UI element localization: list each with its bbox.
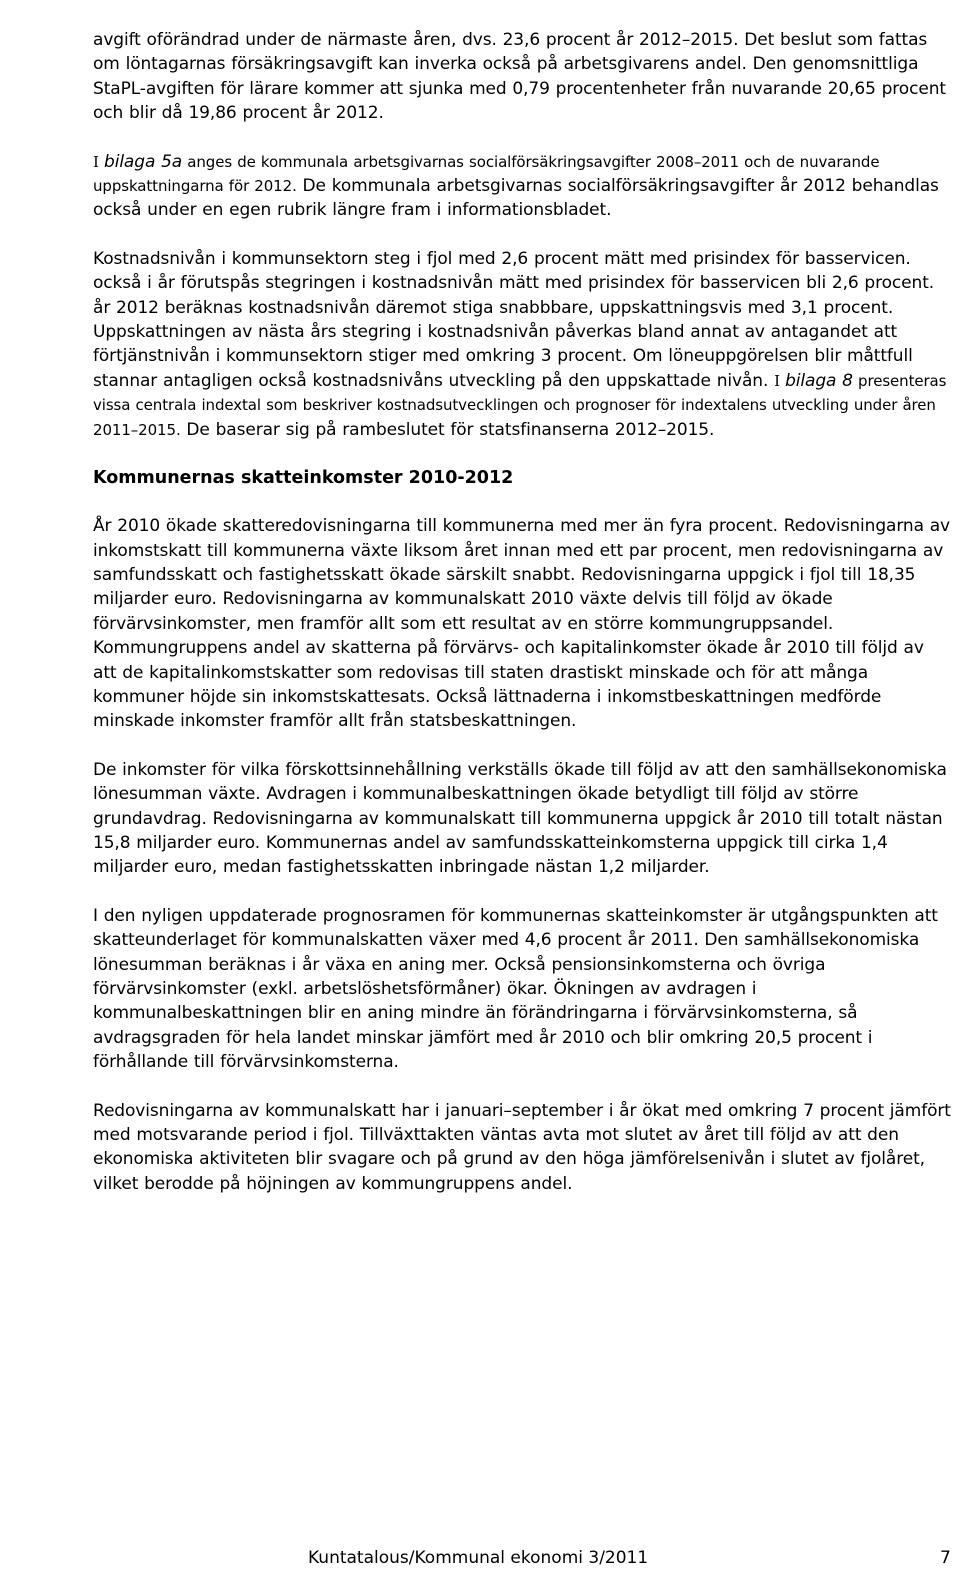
section-heading: Kommunernas skatteinkomster 2010-2012: [93, 468, 514, 489]
paragraph-insurance-fee: avgift oförändrad under de närmaste åren, dvs. 23,6 procent år 2012–2015. Det beslut som fattas om löntagarnas försäkringsavgift kan inverka också på arbetsgivarens andel. Den genomsnittliga StaPL-avgiften för lärare kommer att sjunka med 0,79 procentenheter från nuvarande 20,65 procent och blir då 19,86 procent år 2012.: [93, 30, 946, 124]
text-fragment: anges de kommunala arbetsgivarnas socialförsäkringsavgifter 2008–2011 och de nuvarande uppskattningarna för 2012.: [93, 152, 880, 196]
appendix-reference: bilaga 8: [785, 370, 853, 391]
text-fragment: De kommunala arbetsgivarnas socialförsäkringsavgifter år 2012 behandlas också under en egen rubrik längre fram i informationsbladet.: [93, 176, 939, 221]
text-fragment: I: [774, 371, 786, 390]
text-fragment: presenteras vissa centrala indextal som beskriver kostnadsutvecklingen och prognoser för indextalens utveckling under åren 2011–2015.: [93, 371, 947, 439]
text-fragment: Kostnadsnivån i kommunsektorn steg i fjol med 2,6 procent mätt med prisindex för basservicen. också i år förutspås stegringen i kostnadsnivån mätt med prisindex för basservicen bli 2,6 procent. år 2012 beräknas kostnadsnivån däremot stiga snabbbare, uppskattningsvis med 3,1 procent. Uppskattningen av nästa års stegring i kostnadsnivån påverkas bland annat av antagandet att förtjänstnivån i kommunsektorn stiger med omkring 3 procent. Om löneuppgörelsen blir måttfull stannar antagligen också kostnadsnivåns utveckling på den uppskattade nivån.: [93, 248, 935, 391]
page-footer: [0, 1546, 960, 1570]
document-body: [93, 28, 953, 1196]
publication-title: Kuntatalous/Kommunal ekonomi 3/2011: [308, 1548, 649, 1568]
text-fragment: De baserar sig på rambeslutet för statsfinanserna 2012–2015.: [180, 419, 715, 440]
text-fragment: I: [93, 152, 104, 171]
paragraph-tax-revenue-2010: År 2010 ökade skatteredovisningarna till kommunerna med mer än fyra procent. Redovisningarna av inkomstskatt till kommunerna växte liksom året innan med ett par procent, men redovisningarna av samfundsskatt och fastighetsskatt ökade särskilt snabbt. Redovisningarna uppgick i fjol till 18,35 miljarder euro. Redovisningarna av kommunalskatt 2010 växte delvis till följd av ökade förvärvsinkomster, men framför allt som ett resultat av en större kommungruppsandel. Kommungruppens andel av skatterna på förvärvs- och kapitalinkomster ökade år 2010 till följd av att de kapitalinkomstskatter som redovisas till staten drastiskt minskade och för att många kommuner höjde sin inkomstskattesats. Också lättnaderna i inkomstbeskattningen medförde minskade inkomster framför allt från statsbeskattningen.: [93, 516, 951, 732]
page-number: 7: [940, 1548, 951, 1568]
paragraph-withholding-income: De inkomster för vilka förskottsinnehållning verkställs ökade till följd av att den samhällsekonomiska lönesumman växte. Avdragen i kommunalbeskattningen ökade betydligt till följd av större grundavdrag. Redovisningarna av kommunalskatt till kommunerna uppgick år 2010 till totalt nästan 15,8 miljarder euro. Kommunernas andel av samfundsskatteinkomsterna uppgick till cirka 1,4 miljarder euro, medan fastighetsskatten inbringade nästan 1,2 miljarder.: [93, 759, 947, 878]
paragraph-forecast: I den nyligen uppdaterade prognosramen för kommunernas skatteinkomster är utgångspunkten att skatteunderlaget för kommunalskatten växer med 4,6 procent år 2011. Den samhällsekonomiska lönesumman beräknas i år växa en aning mer. Också pensionsinkomsterna och övriga förvärvsinkomster (exkl. arbetslöshetsförmåner) ökar. Ökningen av avdragen i kommunalbeskattningen blir en aning mindre än förändringarna i förvärvsinkomsterna, så avdragsgraden för hela landet minskar jämfört med år 2010 och blir omkring 20,5 procent i förhållande till förvärvsinkomsterna.: [93, 905, 938, 1073]
paragraph-january-september: Redovisningarna av kommunalskatt har i januari–september i år ökat med omkring 7 procent jämfört med motsvarande period i fjol. Tillväxttakten väntas avta mot slutet av året till följd av att den ekonomiska aktiviteten blir svagare och på grund av den höga jämförelsenivån i slutet av fjolåret, vilket berodde på höjningen av kommungruppens andel.: [93, 1100, 951, 1194]
paragraph-cost-level: [93, 247, 953, 442]
paragraph-appendix-5a: [93, 150, 953, 223]
appendix-reference: bilaga 5a: [104, 151, 183, 172]
